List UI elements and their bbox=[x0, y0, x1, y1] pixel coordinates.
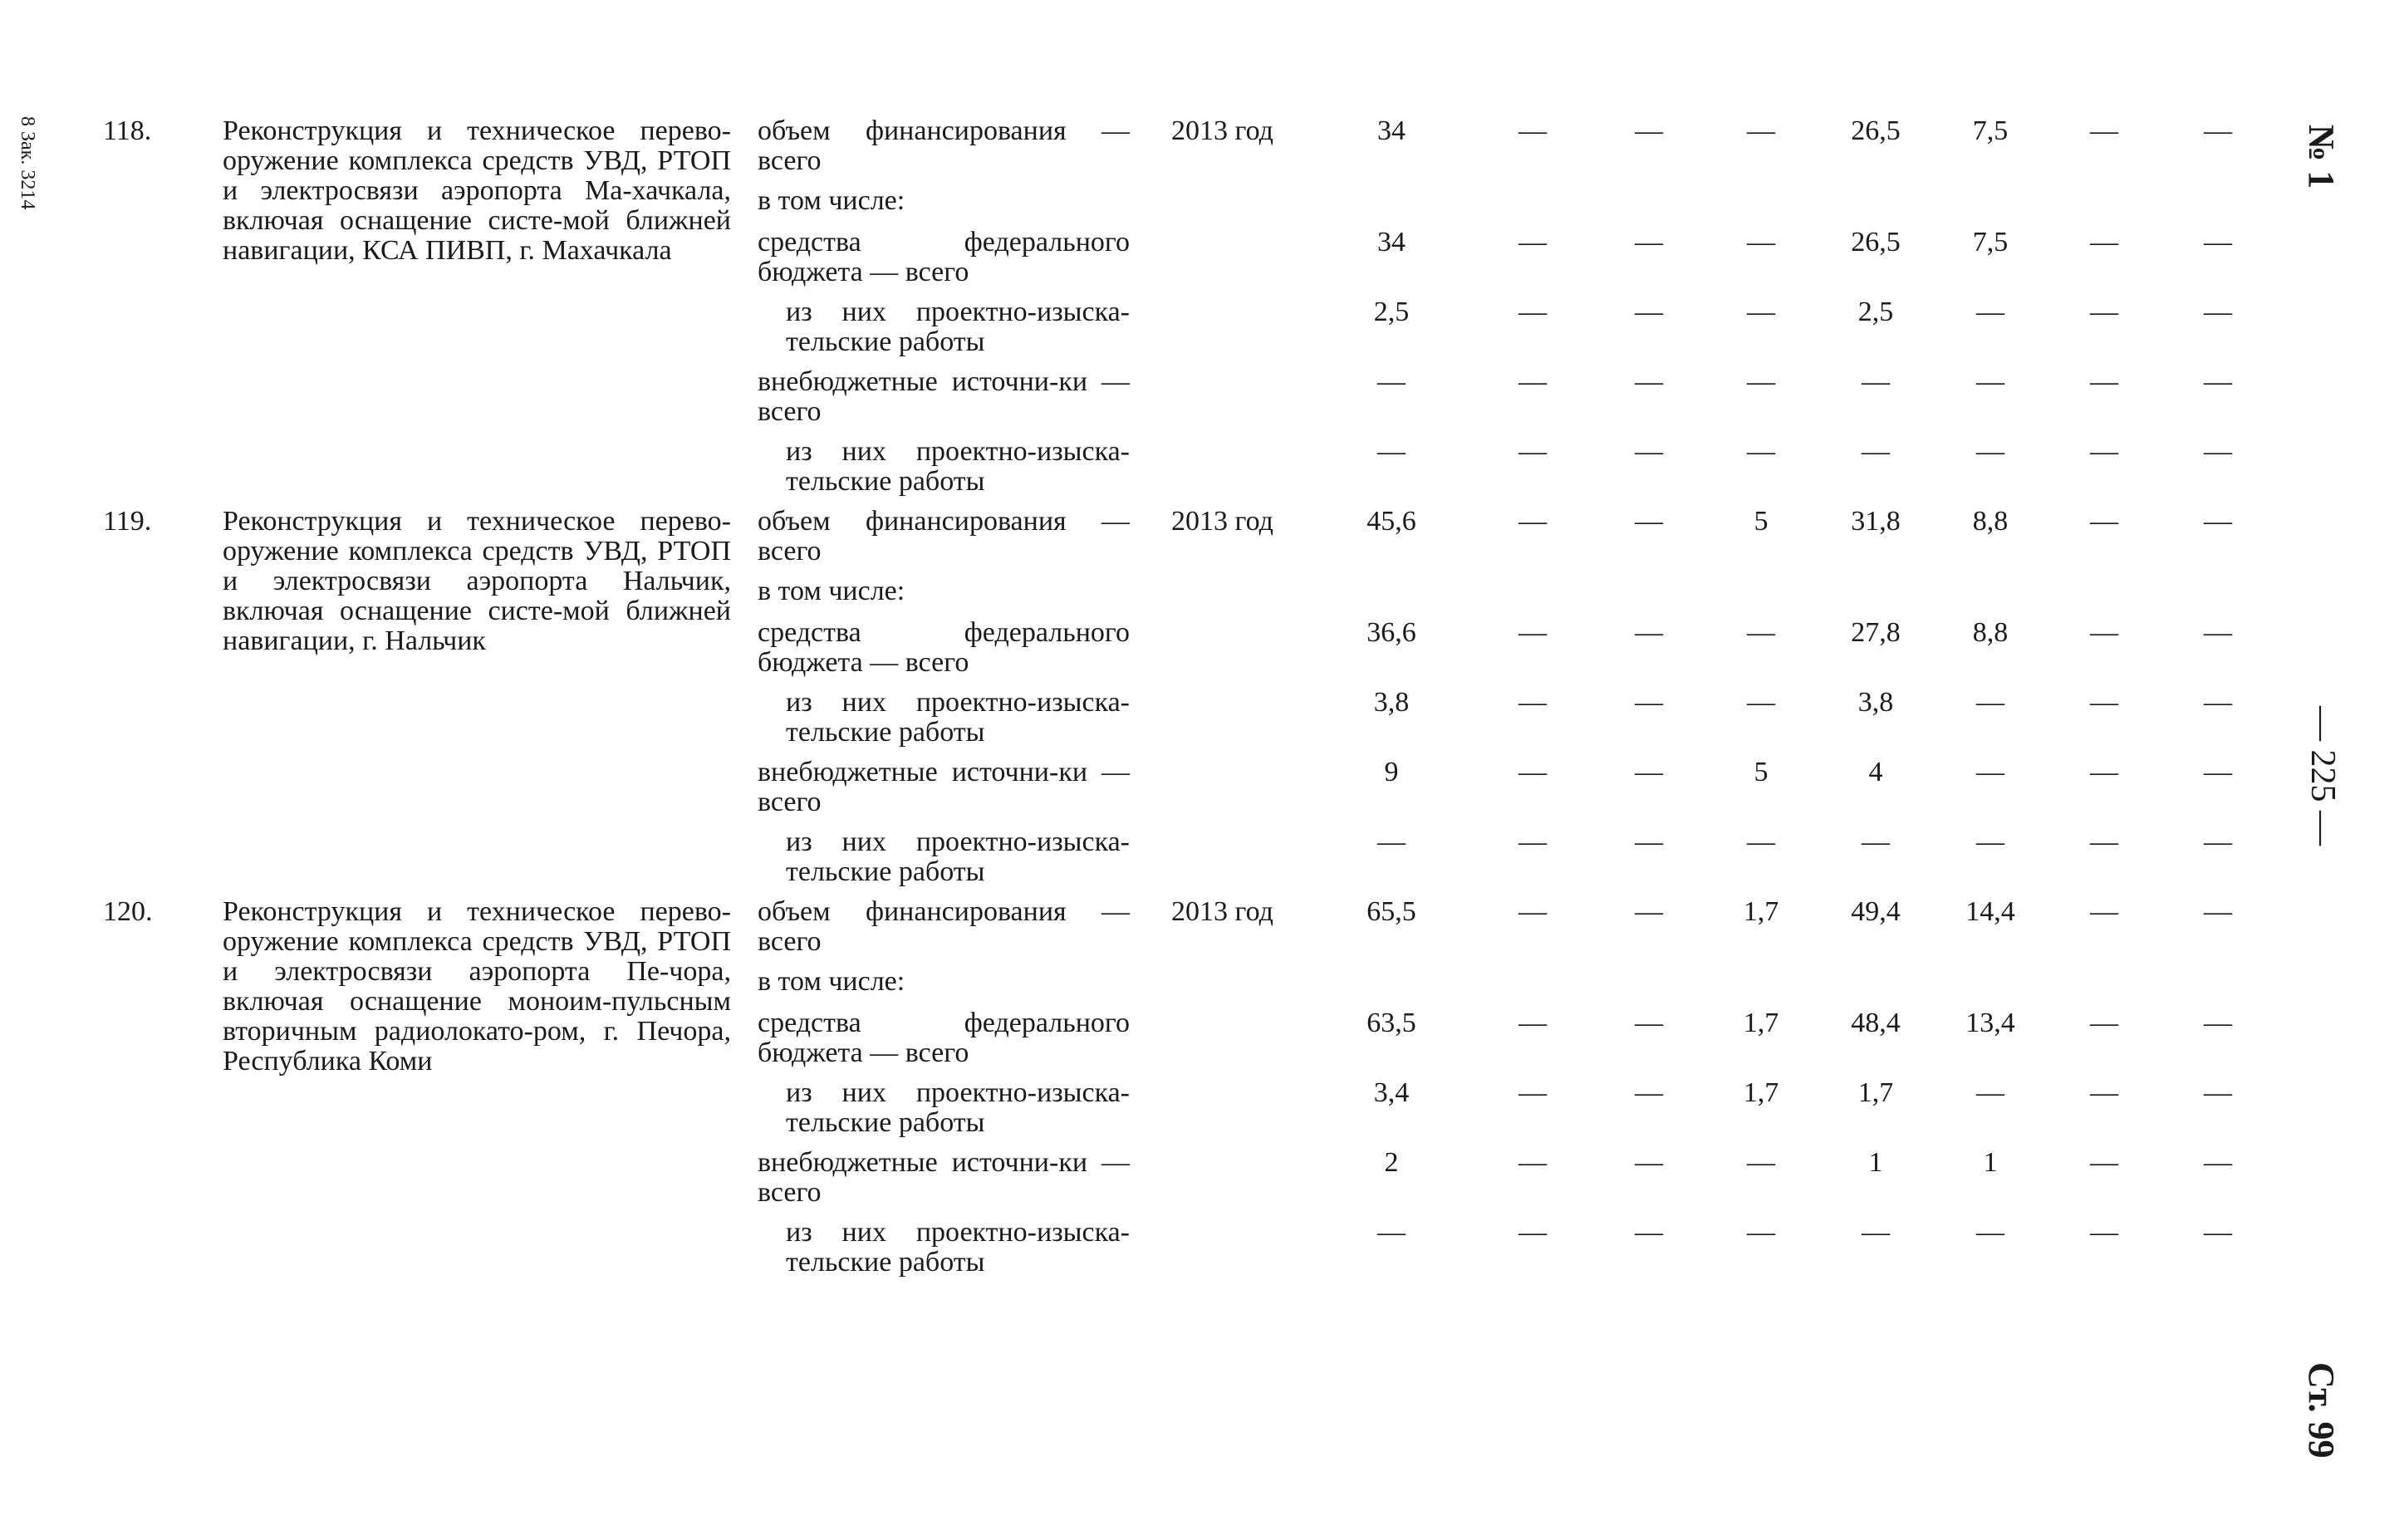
value-cell: — bbox=[2090, 687, 2118, 718]
value-cell: — bbox=[1518, 1147, 1547, 1178]
row-label: внебюджетные источни-ки — всего bbox=[758, 1147, 1130, 1208]
value-cell: — bbox=[1518, 297, 1547, 327]
value-cell: 7,5 bbox=[1972, 115, 2009, 146]
value-cell: — bbox=[1518, 687, 1547, 718]
value-cell: 2,5 bbox=[1373, 297, 1410, 327]
row-label: из них проектно-изыска-тельские работы bbox=[786, 687, 1130, 748]
value-cell: 9 bbox=[1384, 757, 1399, 787]
value-cell: 36,6 bbox=[1366, 617, 1416, 648]
value-cell: 1,7 bbox=[1743, 1008, 1779, 1038]
value-cell: — bbox=[2204, 506, 2232, 537]
value-cell: — bbox=[1635, 1077, 1663, 1108]
value-cell: — bbox=[1518, 115, 1547, 146]
value-cell: — bbox=[1518, 436, 1547, 467]
value-cell: — bbox=[2204, 297, 2232, 327]
value-cell: — bbox=[2204, 436, 2232, 467]
project-number: 118. bbox=[103, 115, 152, 146]
value-cell: — bbox=[2090, 896, 2118, 927]
value-cell: — bbox=[1976, 1217, 2004, 1248]
value-cell: — bbox=[1377, 1217, 1406, 1248]
value-cell: — bbox=[2204, 115, 2232, 146]
value-cell: — bbox=[2090, 366, 2118, 397]
value-cell: — bbox=[2090, 1008, 2118, 1038]
row-label: средства федерального бюджета — всего bbox=[758, 617, 1130, 678]
value-cell: — bbox=[2204, 1217, 2232, 1248]
value-cell: — bbox=[1747, 687, 1775, 718]
value-cell: — bbox=[1635, 826, 1663, 857]
value-cell: — bbox=[1518, 1217, 1547, 1248]
value-cell: — bbox=[1518, 896, 1547, 927]
value-cell: 26,5 bbox=[1851, 227, 1901, 257]
value-cell: — bbox=[1635, 757, 1663, 787]
project-year: 2013 год bbox=[1171, 115, 1273, 146]
value-cell: 3,8 bbox=[1857, 687, 1894, 718]
value-cell: 1,7 bbox=[1857, 1077, 1894, 1108]
value-cell: 3,4 bbox=[1373, 1077, 1410, 1108]
value-cell: — bbox=[2204, 896, 2232, 927]
value-cell: — bbox=[1862, 366, 1890, 397]
project-title: Реконструкция и техническое перево-оружение комплекса средств УВД, РТОП и электросвязи аэропорта Нальчик, включая оснащение систе-мой ближней навигации, г. Нальчик bbox=[223, 506, 731, 656]
row-label: в том числе: bbox=[758, 185, 905, 216]
value-cell: — bbox=[1377, 436, 1406, 467]
value-cell: — bbox=[1635, 366, 1663, 397]
issue-number: № 1 bbox=[2301, 125, 2342, 189]
value-cell: — bbox=[1518, 1008, 1547, 1038]
value-cell: — bbox=[2204, 366, 2232, 397]
value-cell: — bbox=[1518, 757, 1547, 787]
value-cell: — bbox=[1976, 297, 2004, 327]
value-cell: — bbox=[1747, 617, 1775, 648]
row-label: объем финансирования — всего bbox=[758, 506, 1130, 566]
value-cell: — bbox=[2090, 436, 2118, 467]
value-cell: — bbox=[1747, 366, 1775, 397]
value-cell: 1,7 bbox=[1743, 896, 1779, 927]
value-cell: 1,7 bbox=[1743, 1077, 1779, 1108]
value-cell: — bbox=[1862, 1217, 1890, 1248]
row-label: из них проектно-изыска-тельские работы bbox=[786, 1217, 1130, 1278]
value-cell: — bbox=[1518, 227, 1547, 257]
value-cell: — bbox=[1518, 506, 1547, 537]
value-cell: — bbox=[1747, 227, 1775, 257]
value-cell: — bbox=[1635, 1147, 1663, 1178]
value-cell: — bbox=[2204, 1008, 2232, 1038]
value-cell: 2,5 bbox=[1857, 297, 1894, 327]
value-cell: — bbox=[2204, 757, 2232, 787]
page-number: — 225 — bbox=[2303, 706, 2342, 846]
value-cell: — bbox=[2204, 1077, 2232, 1108]
value-cell: — bbox=[1747, 826, 1775, 857]
row-label: средства федерального бюджета — всего bbox=[758, 227, 1130, 287]
value-cell: — bbox=[1862, 826, 1890, 857]
value-cell: — bbox=[1976, 687, 2004, 718]
value-cell: — bbox=[1747, 297, 1775, 327]
value-cell: 45,6 bbox=[1366, 506, 1416, 537]
project-number: 120. bbox=[103, 896, 153, 927]
project-title: Реконструкция и техническое перево-оружение комплекса средств УВД, РТОП и электросвязи аэропорта Ма-хачкала, включая оснащение систе-мой ближней навигации, КСА ПИВП, г. Махачкала bbox=[223, 115, 731, 266]
value-cell: — bbox=[1747, 1217, 1775, 1248]
row-label: из них проектно-изыска-тельские работы bbox=[786, 826, 1130, 887]
value-cell: — bbox=[2090, 617, 2118, 648]
row-label: внебюджетные источни-ки — всего bbox=[758, 366, 1130, 427]
value-cell: — bbox=[2090, 115, 2118, 146]
row-label: из них проектно-изыска-тельские работы bbox=[786, 297, 1130, 357]
value-cell: — bbox=[1976, 366, 2004, 397]
value-cell: 8,8 bbox=[1972, 506, 2009, 537]
value-cell: — bbox=[1747, 1147, 1775, 1178]
value-cell: 34 bbox=[1377, 227, 1406, 257]
value-cell: — bbox=[2204, 227, 2232, 257]
value-cell: — bbox=[1518, 366, 1547, 397]
value-cell: — bbox=[1635, 687, 1663, 718]
value-cell: 5 bbox=[1754, 506, 1769, 537]
value-cell: — bbox=[1976, 1077, 2004, 1108]
value-cell: 7,5 bbox=[1972, 227, 2009, 257]
row-label: из них проектно-изыска-тельские работы bbox=[786, 436, 1130, 497]
value-cell: — bbox=[1747, 436, 1775, 467]
row-label: в том числе: bbox=[758, 576, 905, 606]
value-cell: 4 bbox=[1868, 757, 1883, 787]
value-cell: — bbox=[1518, 617, 1547, 648]
value-cell: 34 bbox=[1377, 115, 1406, 146]
row-label: объем финансирования — всего bbox=[758, 896, 1130, 957]
value-cell: — bbox=[1635, 297, 1663, 327]
value-cell: — bbox=[2204, 687, 2232, 718]
value-cell: — bbox=[1747, 115, 1775, 146]
value-cell: 26,5 bbox=[1851, 115, 1901, 146]
order-note: 8 Зак. 3214 bbox=[17, 116, 38, 210]
value-cell: — bbox=[1976, 436, 2004, 467]
value-cell: 8,8 bbox=[1972, 617, 2009, 648]
row-label: из них проектно-изыска-тельские работы bbox=[786, 1077, 1130, 1138]
value-cell: — bbox=[1635, 1008, 1663, 1038]
value-cell: — bbox=[2204, 826, 2232, 857]
value-cell: 31,8 bbox=[1851, 506, 1901, 537]
value-cell: — bbox=[1976, 826, 2004, 857]
value-cell: — bbox=[2090, 506, 2118, 537]
project-year: 2013 год bbox=[1171, 896, 1273, 927]
value-cell: 1 bbox=[1983, 1147, 1998, 1178]
value-cell: — bbox=[1518, 826, 1547, 857]
value-cell: — bbox=[2204, 1147, 2232, 1178]
row-label: объем финансирования — всего bbox=[758, 115, 1130, 176]
row-label: в том числе: bbox=[758, 966, 905, 997]
value-cell: — bbox=[1377, 826, 1406, 857]
value-cell: — bbox=[1635, 1217, 1663, 1248]
row-label: внебюджетные источни-ки — всего bbox=[758, 757, 1130, 817]
value-cell: 2 bbox=[1384, 1147, 1399, 1178]
project-title: Реконструкция и техническое перево-оружение комплекса средств УВД, РТОП и электросвязи аэропорта Пе-чора, включая оснащение моноим-пульсным вторичным радиолокато-ром, г. Печора, Республика Коми bbox=[223, 896, 731, 1077]
value-cell: 5 bbox=[1754, 757, 1769, 787]
row-label: средства федерального бюджета — всего bbox=[758, 1008, 1130, 1068]
value-cell: 27,8 bbox=[1851, 617, 1901, 648]
value-cell: — bbox=[2090, 1077, 2118, 1108]
value-cell: 1 bbox=[1868, 1147, 1883, 1178]
project-number: 119. bbox=[103, 506, 152, 537]
value-cell: — bbox=[1635, 506, 1663, 537]
value-cell: — bbox=[1862, 436, 1890, 467]
value-cell: — bbox=[1635, 227, 1663, 257]
value-cell: — bbox=[1635, 115, 1663, 146]
value-cell: 48,4 bbox=[1851, 1008, 1901, 1038]
value-cell: — bbox=[2090, 1147, 2118, 1178]
value-cell: — bbox=[2204, 617, 2232, 648]
project-year: 2013 год bbox=[1171, 506, 1273, 537]
value-cell: 49,4 bbox=[1851, 896, 1901, 927]
article-number: Ст. 99 bbox=[2301, 1362, 2342, 1459]
value-cell: — bbox=[1635, 436, 1663, 467]
value-cell: — bbox=[1377, 366, 1406, 397]
value-cell: 14,4 bbox=[1965, 896, 2015, 927]
value-cell: — bbox=[1635, 617, 1663, 648]
value-cell: — bbox=[2090, 227, 2118, 257]
value-cell: — bbox=[1976, 757, 2004, 787]
value-cell: 65,5 bbox=[1366, 896, 1416, 927]
value-cell: — bbox=[2090, 826, 2118, 857]
value-cell: — bbox=[2090, 757, 2118, 787]
value-cell: — bbox=[2090, 297, 2118, 327]
value-cell: — bbox=[1518, 1077, 1547, 1108]
value-cell: 63,5 bbox=[1366, 1008, 1416, 1038]
value-cell: — bbox=[2090, 1217, 2118, 1248]
value-cell: — bbox=[1635, 896, 1663, 927]
value-cell: 13,4 bbox=[1965, 1008, 2015, 1038]
value-cell: 3,8 bbox=[1373, 687, 1410, 718]
